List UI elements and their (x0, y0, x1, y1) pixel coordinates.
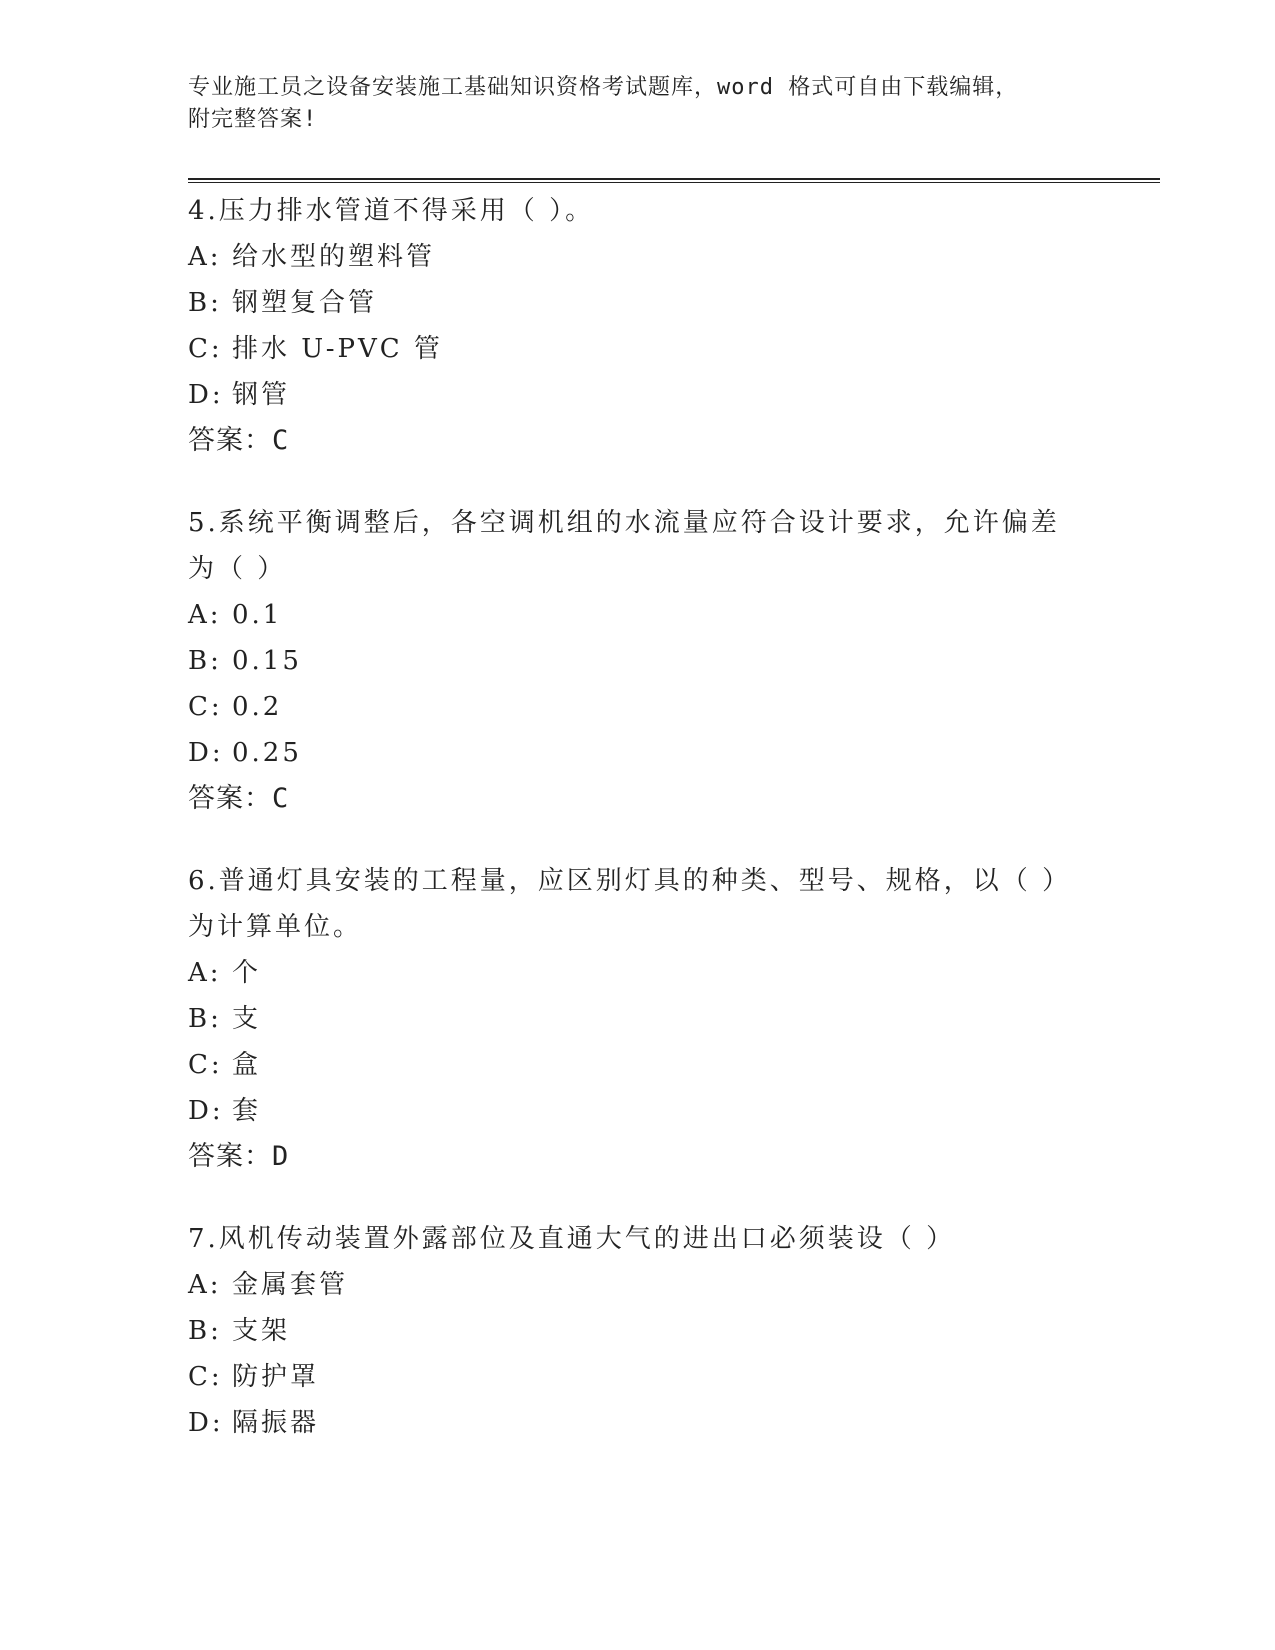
option-b (188, 996, 1088, 1042)
option-key: A: (188, 1270, 222, 1300)
option-text: 0.25 (232, 738, 302, 768)
answer: 答案：C (188, 425, 290, 456)
option-text: 0.1 (232, 600, 283, 630)
option-b (188, 1308, 1088, 1354)
option-key: D: (188, 1096, 224, 1126)
option-d (188, 730, 1088, 776)
option-b (188, 280, 1088, 326)
option-d (188, 1400, 1088, 1446)
option-key: A: (188, 242, 222, 272)
option-b (188, 638, 1088, 684)
option-key: C: (188, 692, 223, 722)
option-key: A: (188, 600, 222, 630)
option-a (188, 234, 1088, 280)
option-a (188, 950, 1088, 996)
question-list (188, 188, 1088, 1482)
option-text: 钢管 (232, 380, 291, 410)
page-header (188, 72, 1088, 136)
option-d (188, 372, 1088, 418)
option-c (188, 1042, 1088, 1088)
header-line-2: 附完整答案! (188, 107, 318, 132)
option-key: C: (188, 1362, 223, 1392)
option-key: B: (188, 1004, 222, 1034)
option-text: 支 (232, 1004, 262, 1034)
option-a (188, 592, 1088, 638)
option-text: 防护罩 (232, 1362, 320, 1392)
header-line-1: 专业施工员之设备安装施工基础知识资格考试题库，word 格式可自由下载编辑， (188, 75, 1019, 100)
option-d (188, 1088, 1088, 1134)
option-text: 支架 (232, 1316, 291, 1346)
question-stem: 7.风机传动装置外露部位及直通大气的进出口必须装设（ ） (188, 1224, 956, 1254)
option-text: 盒 (232, 1050, 262, 1080)
question-stem: 4.压力排水管道不得采用（ ）。 (188, 196, 595, 226)
question-5 (188, 500, 1088, 822)
option-key: C: (188, 1050, 223, 1080)
question-stem: 6.普通灯具安装的工程量，应区别灯具的种类、型号、规格，以（ ）为计算单位。 (188, 866, 1072, 942)
header-divider (188, 178, 1160, 183)
question-7 (188, 1216, 1088, 1446)
option-text: 金属套管 (232, 1270, 349, 1300)
option-key: A: (188, 958, 222, 988)
option-c (188, 684, 1088, 730)
option-text: 0.2 (232, 692, 283, 722)
question-4 (188, 188, 1088, 464)
option-c (188, 1354, 1088, 1400)
option-text: 隔振器 (232, 1408, 320, 1438)
option-key: D: (188, 1408, 224, 1438)
option-text: 排水 U-PVC 管 (232, 334, 443, 364)
option-key: C: (188, 334, 223, 364)
option-text: 给水型的塑料管 (232, 242, 436, 272)
answer: 答案：C (188, 783, 290, 814)
question-stem: 5.系统平衡调整后，各空调机组的水流量应符合设计要求，允许偏差为（ ） (188, 508, 1060, 584)
option-text: 钢塑复合管 (232, 288, 378, 318)
option-key: B: (188, 646, 222, 676)
option-c (188, 326, 1088, 372)
option-key: B: (188, 288, 222, 318)
option-key: D: (188, 738, 224, 768)
question-6 (188, 858, 1088, 1180)
option-key: D: (188, 380, 224, 410)
option-text: 套 (232, 1096, 262, 1126)
option-text: 个 (232, 958, 262, 988)
option-a (188, 1262, 1088, 1308)
option-text: 0.15 (232, 646, 302, 676)
option-key: B: (188, 1316, 222, 1346)
answer: 答案：D (188, 1141, 290, 1172)
